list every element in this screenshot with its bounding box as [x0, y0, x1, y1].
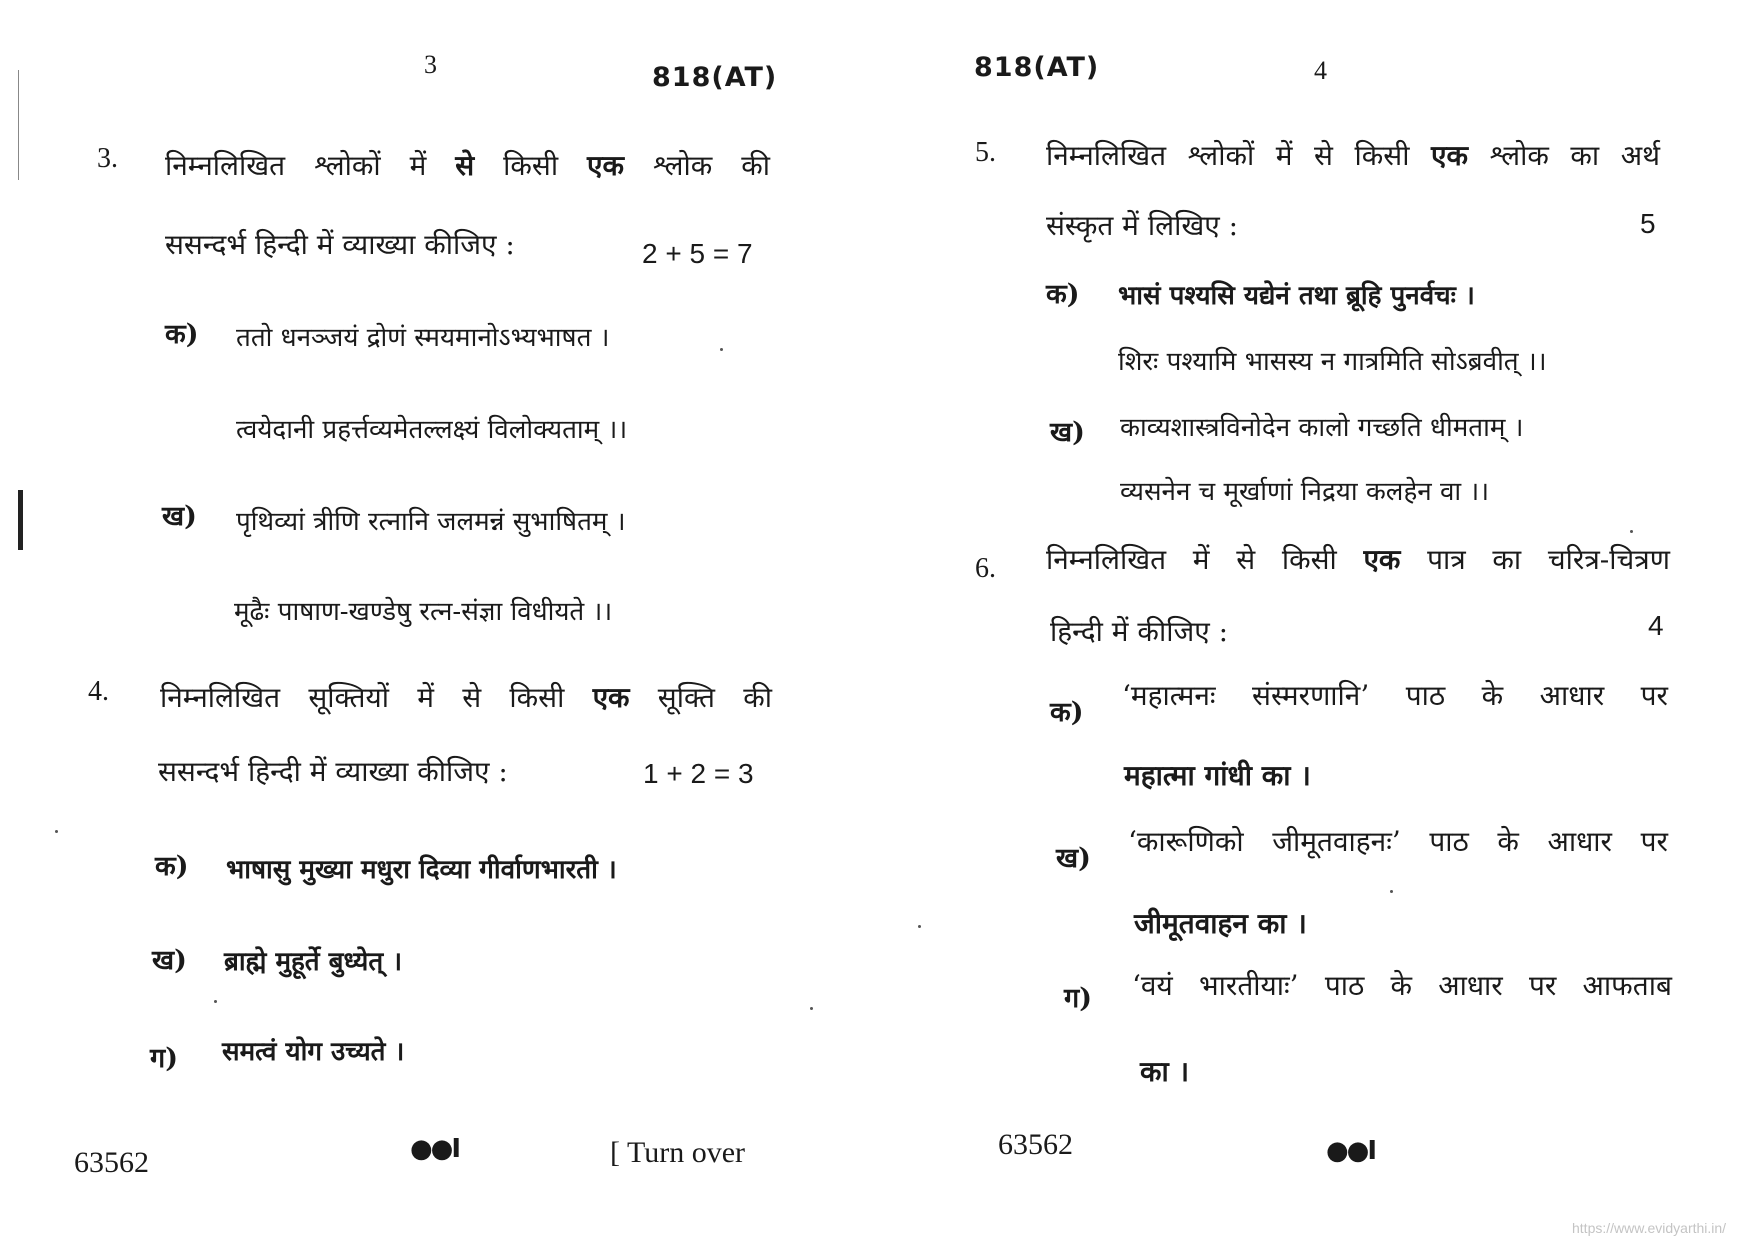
footer-code: 63562	[74, 1146, 149, 1179]
option-label: क)	[165, 319, 199, 350]
question-text-line: ससन्दर्भ हिन्दी में व्याख्या कीजिए :	[158, 755, 508, 788]
word: से	[1236, 543, 1256, 576]
word: ‘वयं	[1132, 969, 1173, 1002]
word: पाठ	[1324, 969, 1365, 1002]
maxim-text: ब्राह्मे मुहूर्ते बुध्येत् ।	[224, 947, 403, 977]
marks: 4	[1648, 610, 1664, 641]
word: की	[743, 681, 772, 714]
word: निम्नलिखित	[165, 149, 286, 182]
option-text-line: महात्मा गांधी का ।	[1124, 759, 1311, 792]
word: सूक्ति	[657, 681, 715, 714]
word: किसी	[509, 681, 565, 714]
scan-speck	[55, 830, 58, 833]
option-text-line: जीमूतवाहन का ।	[1134, 907, 1307, 940]
word: एक	[1363, 543, 1401, 576]
word: श्लोक	[653, 149, 713, 182]
scan-edge-mark	[18, 490, 23, 550]
verse-line: भासं पश्यसि यद्येनं तथा ब्रूहि पुनर्वचः ।	[1118, 281, 1475, 311]
verse-line: त्वयेदानी प्रहर्त्तव्यमेतल्लक्ष्यं विलोक्यताम् ।।	[236, 415, 628, 445]
option-label: ग)	[150, 1043, 178, 1074]
question-text-line: संस्कृत में लिखिए :	[1046, 209, 1239, 242]
question-number: 5.	[975, 137, 996, 168]
option-text-line	[1132, 966, 1672, 1004]
scan-speck	[720, 348, 723, 351]
word: पात्र	[1427, 543, 1466, 576]
marks: 2 + 5 = 7	[642, 238, 753, 269]
word: में	[1275, 139, 1293, 172]
verse-line: मूढैः पाषाण-खण्डेषु रत्न-संज्ञा विधीयते ।।	[234, 597, 613, 627]
maxim-text: भाषासु मुख्या मधुरा दिव्या गीर्वाणभारती ।	[226, 855, 617, 885]
marks: 5	[1640, 208, 1656, 239]
word: के	[1390, 969, 1412, 1002]
word: से	[1314, 139, 1333, 172]
word: एक	[587, 149, 625, 182]
word: ‘महात्मनः	[1122, 679, 1216, 712]
scan-speck	[1630, 530, 1633, 533]
word: पाठ	[1405, 679, 1446, 712]
word: का	[1492, 543, 1522, 576]
verse-line: काव्यशास्त्रविनोदेन कालो गच्छति धीमताम् ।	[1120, 413, 1524, 443]
word: निम्नलिखित	[1046, 543, 1167, 576]
word: किसी	[503, 149, 559, 182]
option-label: ख)	[1056, 843, 1091, 874]
word: में	[417, 681, 434, 714]
word: आधार	[1539, 679, 1605, 712]
scan-speck	[918, 925, 921, 928]
word: श्लोक	[1489, 139, 1549, 172]
scan-edge-line	[18, 70, 19, 180]
word: किसी	[1354, 139, 1410, 172]
option-text-line	[1128, 822, 1668, 860]
option-label: क)	[1046, 279, 1080, 310]
word: के	[1481, 679, 1504, 712]
page-number: 3	[424, 50, 437, 79]
word: अर्थ	[1620, 139, 1660, 172]
scan-speck	[214, 1000, 217, 1003]
verse-line: व्यसनेन च मूर्खाणां निद्रया कलहेन वा ।।	[1120, 477, 1490, 507]
question-text-line: हिन्दी में कीजिए :	[1050, 615, 1229, 648]
option-label: ग)	[1064, 983, 1092, 1014]
question-text-line	[1046, 540, 1670, 578]
marks: 1 + 2 = 3	[643, 758, 754, 789]
question-number: 6.	[975, 553, 996, 584]
word: निम्नलिखित	[160, 681, 281, 714]
verse-line: ततो धनञ्जयं द्रोणं स्मयमानोऽभ्यभाषत ।	[236, 323, 610, 353]
question-text-line	[160, 678, 772, 716]
watermark: https://www.evidyarthi.in/	[1572, 1220, 1727, 1236]
scan-speck	[810, 1007, 813, 1010]
question-text-line	[1046, 136, 1660, 174]
option-text-line: का ।	[1140, 1055, 1190, 1088]
paper-code: 818(AT)	[974, 52, 1100, 83]
page-number: 4	[1314, 56, 1327, 85]
word: श्लोकों	[1187, 139, 1255, 172]
option-label: ख)	[152, 945, 187, 976]
option-label: क)	[1050, 697, 1084, 728]
word: का	[1570, 139, 1600, 172]
option-label: क)	[155, 851, 189, 882]
word: पाठ	[1429, 825, 1469, 858]
word: एक	[1431, 139, 1469, 172]
word: आधार	[1547, 825, 1613, 858]
option-text-line	[1122, 676, 1668, 714]
verse-line: शिरः पश्यामि भासस्य न गात्रमिति सोऽब्रवीत् ।।	[1118, 347, 1547, 377]
word: में	[1192, 543, 1210, 576]
word: की	[741, 149, 770, 182]
word: ‘कारूणिको	[1128, 825, 1244, 858]
word: में	[409, 149, 427, 182]
option-label: ख)	[162, 501, 197, 532]
footer-code: 63562	[998, 1128, 1073, 1161]
question-number: 4.	[88, 676, 109, 707]
word: से	[462, 681, 482, 714]
word: पर	[1640, 825, 1668, 858]
word: किसी	[1281, 543, 1337, 576]
paper-code: 818(AT)	[652, 62, 778, 93]
word: से	[455, 149, 475, 182]
word: आधार	[1438, 969, 1503, 1002]
word: एक	[592, 681, 630, 714]
word: के	[1497, 825, 1519, 858]
option-label: ख)	[1050, 417, 1085, 448]
word: निम्नलिखित	[1046, 139, 1167, 172]
maxim-text: समत्वं योग उच्यते ।	[222, 1037, 405, 1067]
question-text-line	[165, 146, 770, 184]
word: पर	[1640, 679, 1668, 712]
word: जीमूतवाहनः’	[1272, 825, 1401, 858]
footer-dots: ●●I	[1326, 1136, 1376, 1166]
word: श्लोकों	[314, 149, 381, 182]
word: आफताब	[1582, 969, 1672, 1002]
turn-over: [ Turn over	[610, 1136, 746, 1169]
question-text-line: ससन्दर्भ हिन्दी में व्याख्या कीजिए :	[165, 228, 515, 261]
word: चरित्र-चित्रण	[1547, 543, 1670, 576]
word: पर	[1528, 969, 1557, 1002]
word: भारतीयाः’	[1198, 969, 1299, 1002]
word: सूक्तियों	[308, 681, 389, 714]
word: संस्मरणानि’	[1252, 679, 1370, 712]
footer-dots: ●●I	[410, 1134, 460, 1164]
scan-speck	[1390, 890, 1393, 893]
question-number: 3.	[97, 143, 118, 174]
verse-line: पृथिव्यां त्रीणि रत्नानि जलमन्नं सुभाषितम् ।	[236, 507, 626, 537]
